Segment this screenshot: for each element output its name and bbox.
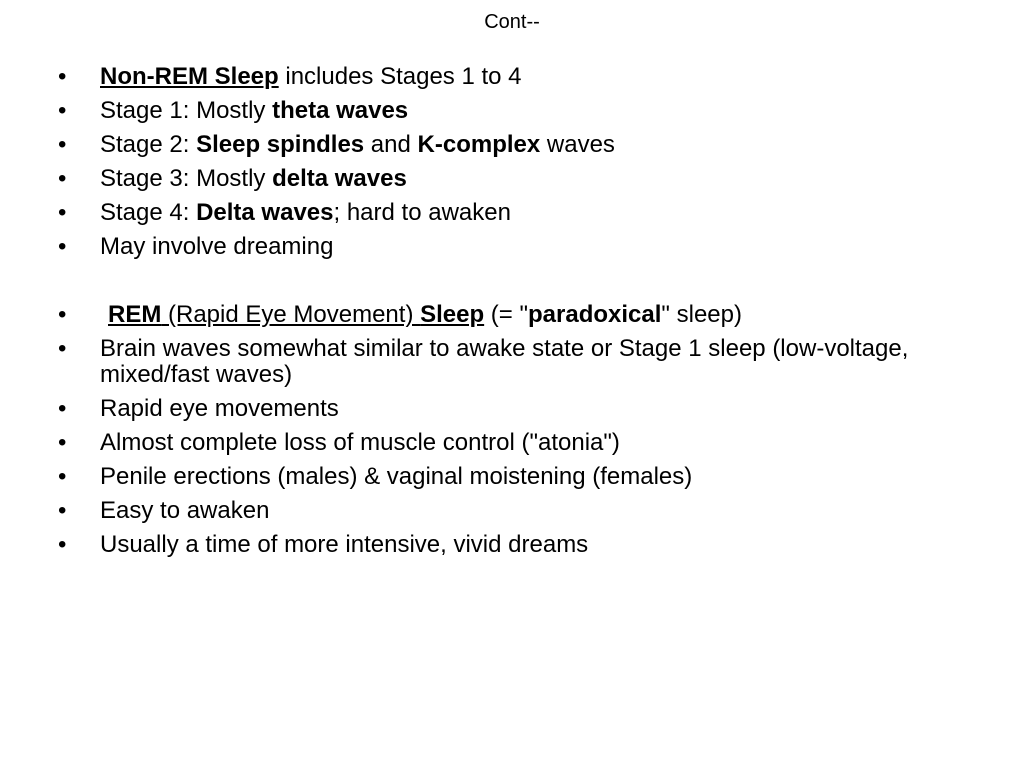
bullet-text: Brain waves somewhat similar to awake state or Stage 1 sleep (low-voltage, mixed/fast waves) [100, 335, 909, 388]
bullet-icon: • [58, 63, 67, 90]
text-span: and [364, 131, 418, 158]
bullet-text: Rapid eye movements [100, 395, 339, 422]
bullet-icon: • [58, 395, 67, 422]
text-span: Stage 3: Mostly [100, 165, 273, 192]
text-span: ; hard to awaken [333, 199, 511, 226]
bullet-list [58, 60, 978, 562]
list-item [58, 196, 978, 230]
text-span: Stage 2: [100, 131, 197, 158]
bold-term: Delta waves [196, 199, 334, 226]
text-span: waves [540, 131, 615, 158]
list-item [58, 528, 978, 562]
bullet-icon: • [58, 301, 67, 328]
list-item [58, 128, 978, 162]
bullet-icon: • [58, 233, 67, 260]
bullet-icon: • [58, 165, 67, 192]
bold-term: Sleep spindles [196, 131, 365, 158]
text-span: includes Stages 1 to 4 [278, 63, 522, 90]
list-item [58, 60, 978, 94]
bullet-icon: • [58, 531, 67, 558]
bullet-text [100, 63, 522, 90]
list-item [58, 94, 978, 128]
bullet-icon: • [58, 429, 67, 456]
bullet-icon: • [58, 463, 67, 490]
bullet-text: Usually a time of more intensive, vivid dreams [100, 531, 589, 558]
bullet-icon: • [58, 97, 67, 124]
list-item [58, 230, 978, 264]
bullet-icon: • [58, 199, 67, 226]
rem-expansion: (Rapid Eye Movement) [161, 301, 421, 328]
bullet-icon: • [58, 335, 67, 362]
bold-term: paradoxical [528, 301, 662, 328]
list-item [58, 460, 978, 494]
non-rem-sleep-heading: Non-REM Sleep [100, 63, 279, 90]
list-item [58, 298, 978, 332]
bullet-icon: • [58, 497, 67, 524]
text-span: " sleep) [661, 301, 742, 328]
bold-term: theta waves [272, 97, 409, 124]
text-span: Stage 4: [100, 199, 197, 226]
bullet-text [100, 131, 615, 158]
list-item [58, 332, 978, 392]
list-item [58, 392, 978, 426]
bullet-text [100, 199, 511, 226]
text-span: Stage 1: Mostly [100, 97, 273, 124]
bullet-text: Easy to awaken [100, 497, 270, 524]
bullet-text: May involve dreaming [100, 233, 334, 260]
rem-sleep-heading: Sleep [420, 301, 485, 328]
list-item [58, 494, 978, 528]
slide-title: Cont-- [484, 11, 540, 33]
list-item [58, 162, 978, 196]
bullet-icon: • [58, 131, 67, 158]
bullet-text [100, 165, 407, 192]
bullet-text: Penile erections (males) & vaginal moistening (females) [100, 463, 693, 490]
bullet-text [100, 301, 742, 328]
bullet-text [100, 97, 408, 124]
bold-term: delta waves [272, 165, 407, 192]
list-item [58, 426, 978, 460]
bold-term: K-complex [417, 131, 541, 158]
bullet-text: Almost complete loss of muscle control ("atonia") [100, 429, 620, 456]
rem-heading: REM [108, 301, 162, 328]
text-span: (= " [484, 301, 529, 328]
